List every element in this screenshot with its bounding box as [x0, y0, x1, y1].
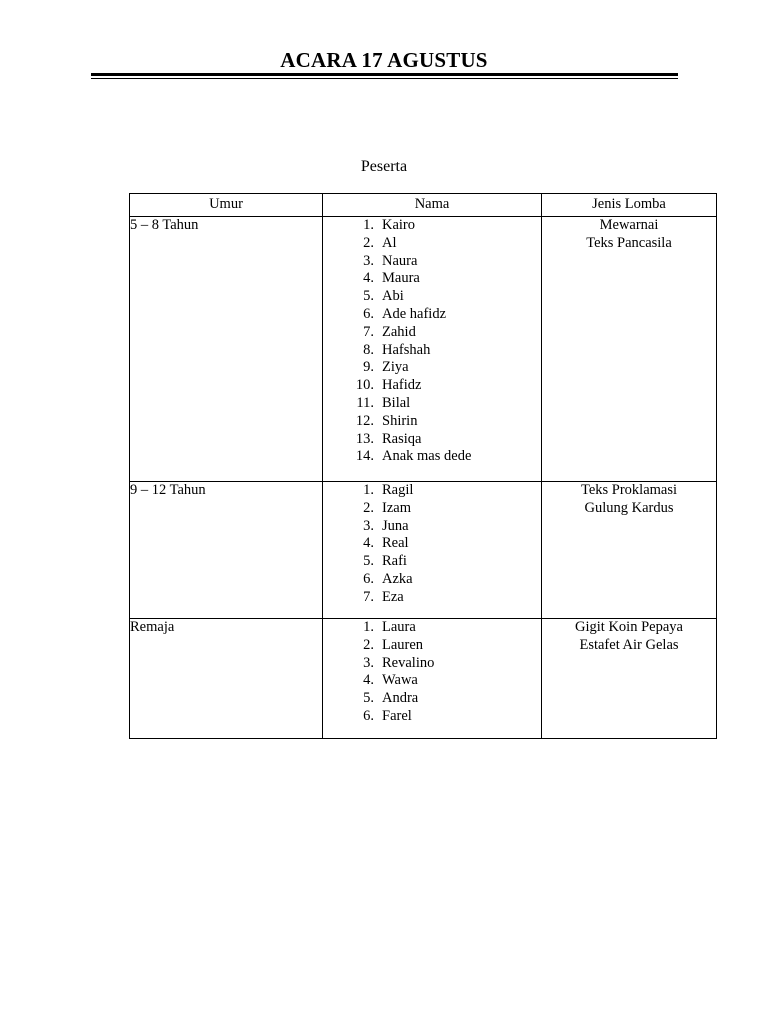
participant-name: Maura	[382, 270, 420, 287]
participant-name: Wawa	[382, 672, 418, 689]
list-item	[323, 270, 541, 288]
list-item-number: 4.	[363, 535, 374, 552]
participant-name: Anak mas dede	[382, 448, 472, 465]
participant-name: Bilal	[382, 394, 411, 411]
participant-name: Revalino	[382, 654, 435, 671]
participant-name: Ziya	[382, 359, 409, 376]
table-header-row	[130, 194, 717, 217]
list-item-number: 6.	[363, 305, 374, 322]
participant-name: Ade hafidz	[382, 305, 447, 322]
names-list	[323, 217, 541, 466]
title-underline-thick	[91, 73, 678, 76]
list-item-number: 11.	[356, 394, 374, 411]
list-item-number: 9.	[363, 359, 374, 376]
competition-name: Teks Proklamasi	[580, 482, 678, 498]
list-item	[323, 324, 541, 342]
list-item-number: 7.	[363, 588, 374, 605]
names-cell	[323, 482, 542, 619]
list-item-number: 5.	[363, 553, 374, 570]
list-item-number: 2.	[363, 636, 374, 653]
participant-name: Zahid	[382, 323, 416, 340]
list-item	[323, 306, 541, 324]
list-item-number: 12.	[355, 412, 374, 429]
list-item	[323, 619, 541, 637]
list-item-number: 4.	[363, 672, 374, 689]
list-item-number: 2.	[363, 499, 374, 516]
header-jenis-lomba: Jenis Lomba	[542, 194, 717, 217]
list-item-number: 6.	[363, 707, 374, 724]
participant-name: Hafshah	[382, 341, 431, 358]
list-item	[323, 377, 541, 395]
age-group-cell: Remaja	[130, 619, 323, 739]
participant-name: Rafi	[382, 553, 407, 570]
list-item-number: 10.	[355, 377, 374, 394]
competition-name: Teks Pancasila	[586, 234, 672, 251]
names-list	[323, 482, 541, 607]
table-row	[130, 217, 717, 482]
competition-name: Gigit Koin Pepaya	[575, 619, 683, 635]
participant-name: Rasiqa	[382, 430, 422, 447]
names-list	[323, 619, 541, 726]
list-item	[323, 413, 541, 431]
participant-name: Lauren	[382, 636, 424, 653]
list-item-number: 6.	[363, 570, 374, 587]
names-cell	[323, 217, 542, 482]
list-item	[323, 500, 541, 518]
participants-table	[129, 193, 717, 739]
age-group-cell: 9 – 12 Tahun	[130, 482, 323, 619]
section-title: Peserta	[360, 158, 408, 175]
participant-name: Andra	[382, 690, 419, 707]
list-item-number: 14.	[355, 448, 374, 465]
competition-cell	[542, 482, 717, 619]
list-item	[323, 553, 541, 571]
competition-name: Mewarnai	[599, 217, 659, 233]
names-cell	[323, 619, 542, 739]
list-item	[323, 235, 541, 253]
list-item-number: 5.	[363, 288, 374, 305]
competition-cell	[542, 619, 717, 739]
participant-name: Eza	[382, 588, 404, 605]
participant-name: Al	[382, 234, 397, 251]
list-item	[323, 342, 541, 360]
header-nama: Nama	[323, 194, 542, 217]
competition-cell	[542, 217, 717, 482]
participant-name: Real	[382, 535, 409, 552]
list-item	[323, 395, 541, 413]
participant-name: Naura	[382, 252, 418, 269]
title-underline-thin	[91, 78, 678, 79]
list-item-number: 1.	[363, 217, 374, 233]
list-item	[323, 672, 541, 690]
competition-name: Estafet Air Gelas	[579, 636, 679, 653]
age-group-cell: 5 – 8 Tahun	[130, 217, 323, 482]
participant-name: Abi	[382, 288, 404, 305]
list-item-number: 3.	[363, 654, 374, 671]
header-umur: Umur	[130, 194, 323, 217]
participant-name: Ragil	[382, 482, 414, 498]
list-item-number: 3.	[363, 252, 374, 269]
document-title: ACARA 17 AGUSTUS	[280, 48, 488, 72]
list-item-number: 8.	[363, 341, 374, 358]
participant-name: Hafidz	[382, 377, 422, 394]
list-item-number: 3.	[363, 517, 374, 534]
participant-name: Azka	[382, 570, 413, 587]
list-item	[323, 690, 541, 708]
participant-name: Laura	[382, 619, 416, 635]
list-item-number: 13.	[355, 430, 374, 447]
list-item-number: 1.	[363, 482, 374, 498]
list-item	[323, 637, 541, 655]
list-item	[323, 482, 541, 500]
list-item-number: 7.	[363, 323, 374, 340]
list-item	[323, 518, 541, 536]
participant-name: Izam	[382, 499, 411, 516]
participant-name: Juna	[382, 517, 409, 534]
list-item	[323, 448, 541, 466]
list-item	[323, 431, 541, 449]
list-item-number: 1.	[363, 619, 374, 635]
list-item-number: 4.	[363, 270, 374, 287]
participant-name: Shirin	[382, 412, 418, 429]
list-item	[323, 655, 541, 673]
list-item	[323, 571, 541, 589]
list-item	[323, 359, 541, 377]
list-item	[323, 535, 541, 553]
competition-name: Gulung Kardus	[584, 499, 674, 516]
list-item-number: 5.	[363, 690, 374, 707]
participant-name: Kairo	[382, 217, 416, 233]
table-row	[130, 619, 717, 739]
list-item-number: 2.	[363, 234, 374, 251]
participant-name: Farel	[382, 707, 412, 724]
list-item	[323, 288, 541, 306]
list-item	[323, 253, 541, 271]
table-row	[130, 482, 717, 619]
list-item	[323, 708, 541, 726]
list-item	[323, 217, 541, 235]
list-item	[323, 589, 541, 607]
